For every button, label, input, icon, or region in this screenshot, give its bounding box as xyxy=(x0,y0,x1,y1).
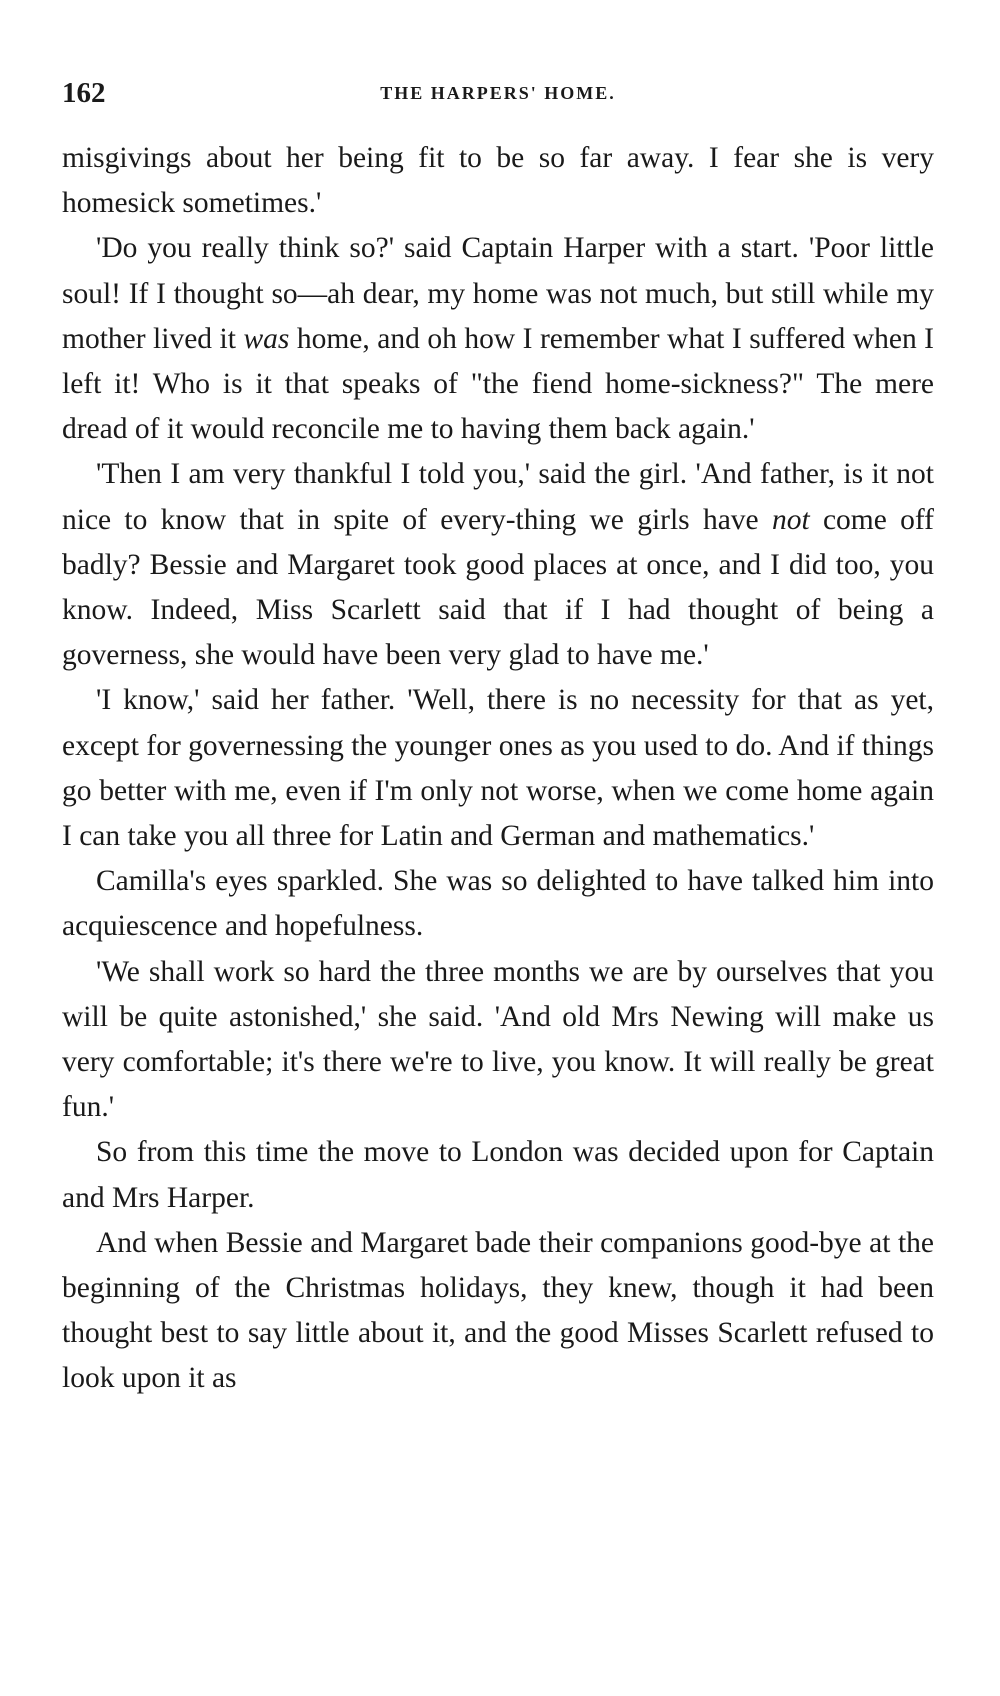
paragraph xyxy=(62,859,934,949)
text-run: 'I know,' said her father. 'Well, there is no necessity for that as yet, except for governessing the younger ones as you used to do. And if things go better with me, even if I'm only not worse, when we come home again I can take you all three for Latin and German and mathematics.' xyxy=(62,684,934,853)
text-run: Camilla's eyes sparkled. She was so delighted to have talked him into acquiescence and hopefulness. xyxy=(62,865,934,943)
text-run: come off badly? Bessie and Margaret took good places at once, and I did too, you know. Indeed, Miss Scarlett said that if I had thought of being a governess, she would have been very glad to have me.' xyxy=(62,503,934,672)
italic-word: not xyxy=(771,503,810,536)
paragraph xyxy=(62,452,934,678)
paragraph xyxy=(62,136,934,226)
paragraph xyxy=(62,1221,934,1402)
text-run: 'Do you really think so?' said Captain Harper with a start. 'Poor little soul! If I thought so—ah dear, my home was not much, but still while my mother lived it xyxy=(62,232,934,355)
text-run: home, and oh how I remember what I suffered when I left it! Who is it that speaks of "the fiend home-sickness?" The mere dread of it would reconcile me to having them back again.' xyxy=(62,322,935,446)
text-run: 'Then I am very thankful I told you,' said the girl. 'And father, is it not nice to know that in spite of every-thing we girls have xyxy=(62,458,934,536)
italic-word: was xyxy=(243,322,290,355)
text-run: misgivings about her being fit to be so far away. I fear she is very homesick sometimes.' xyxy=(62,142,934,220)
paragraph xyxy=(62,1130,934,1220)
text-run: So from this time the move to London was decided upon for Captain and Mrs Harper. xyxy=(62,1136,934,1214)
text-run: And when Bessie and Margaret bade their companions good-bye at the beginning of the Christmas holidays, they knew, though it had been thought best to say little about it, and the good Misses Scarlett refused to look upon it as xyxy=(62,1226,934,1395)
paragraph xyxy=(62,950,934,1131)
page-number: 162 xyxy=(62,77,106,109)
paragraph xyxy=(62,678,934,859)
running-head: THE HARPERS' HOME. xyxy=(380,83,616,103)
page-header xyxy=(62,70,934,116)
book-page xyxy=(62,70,934,1402)
paragraph xyxy=(62,226,934,452)
body-text xyxy=(62,136,934,1402)
text-run: 'We shall work so hard the three months we are by ourselves that you will be quite astonished,' she said. 'And old Mrs Newing will make us very comfortable; it's there we're to live, you know. It will really be great fun.' xyxy=(62,955,934,1124)
